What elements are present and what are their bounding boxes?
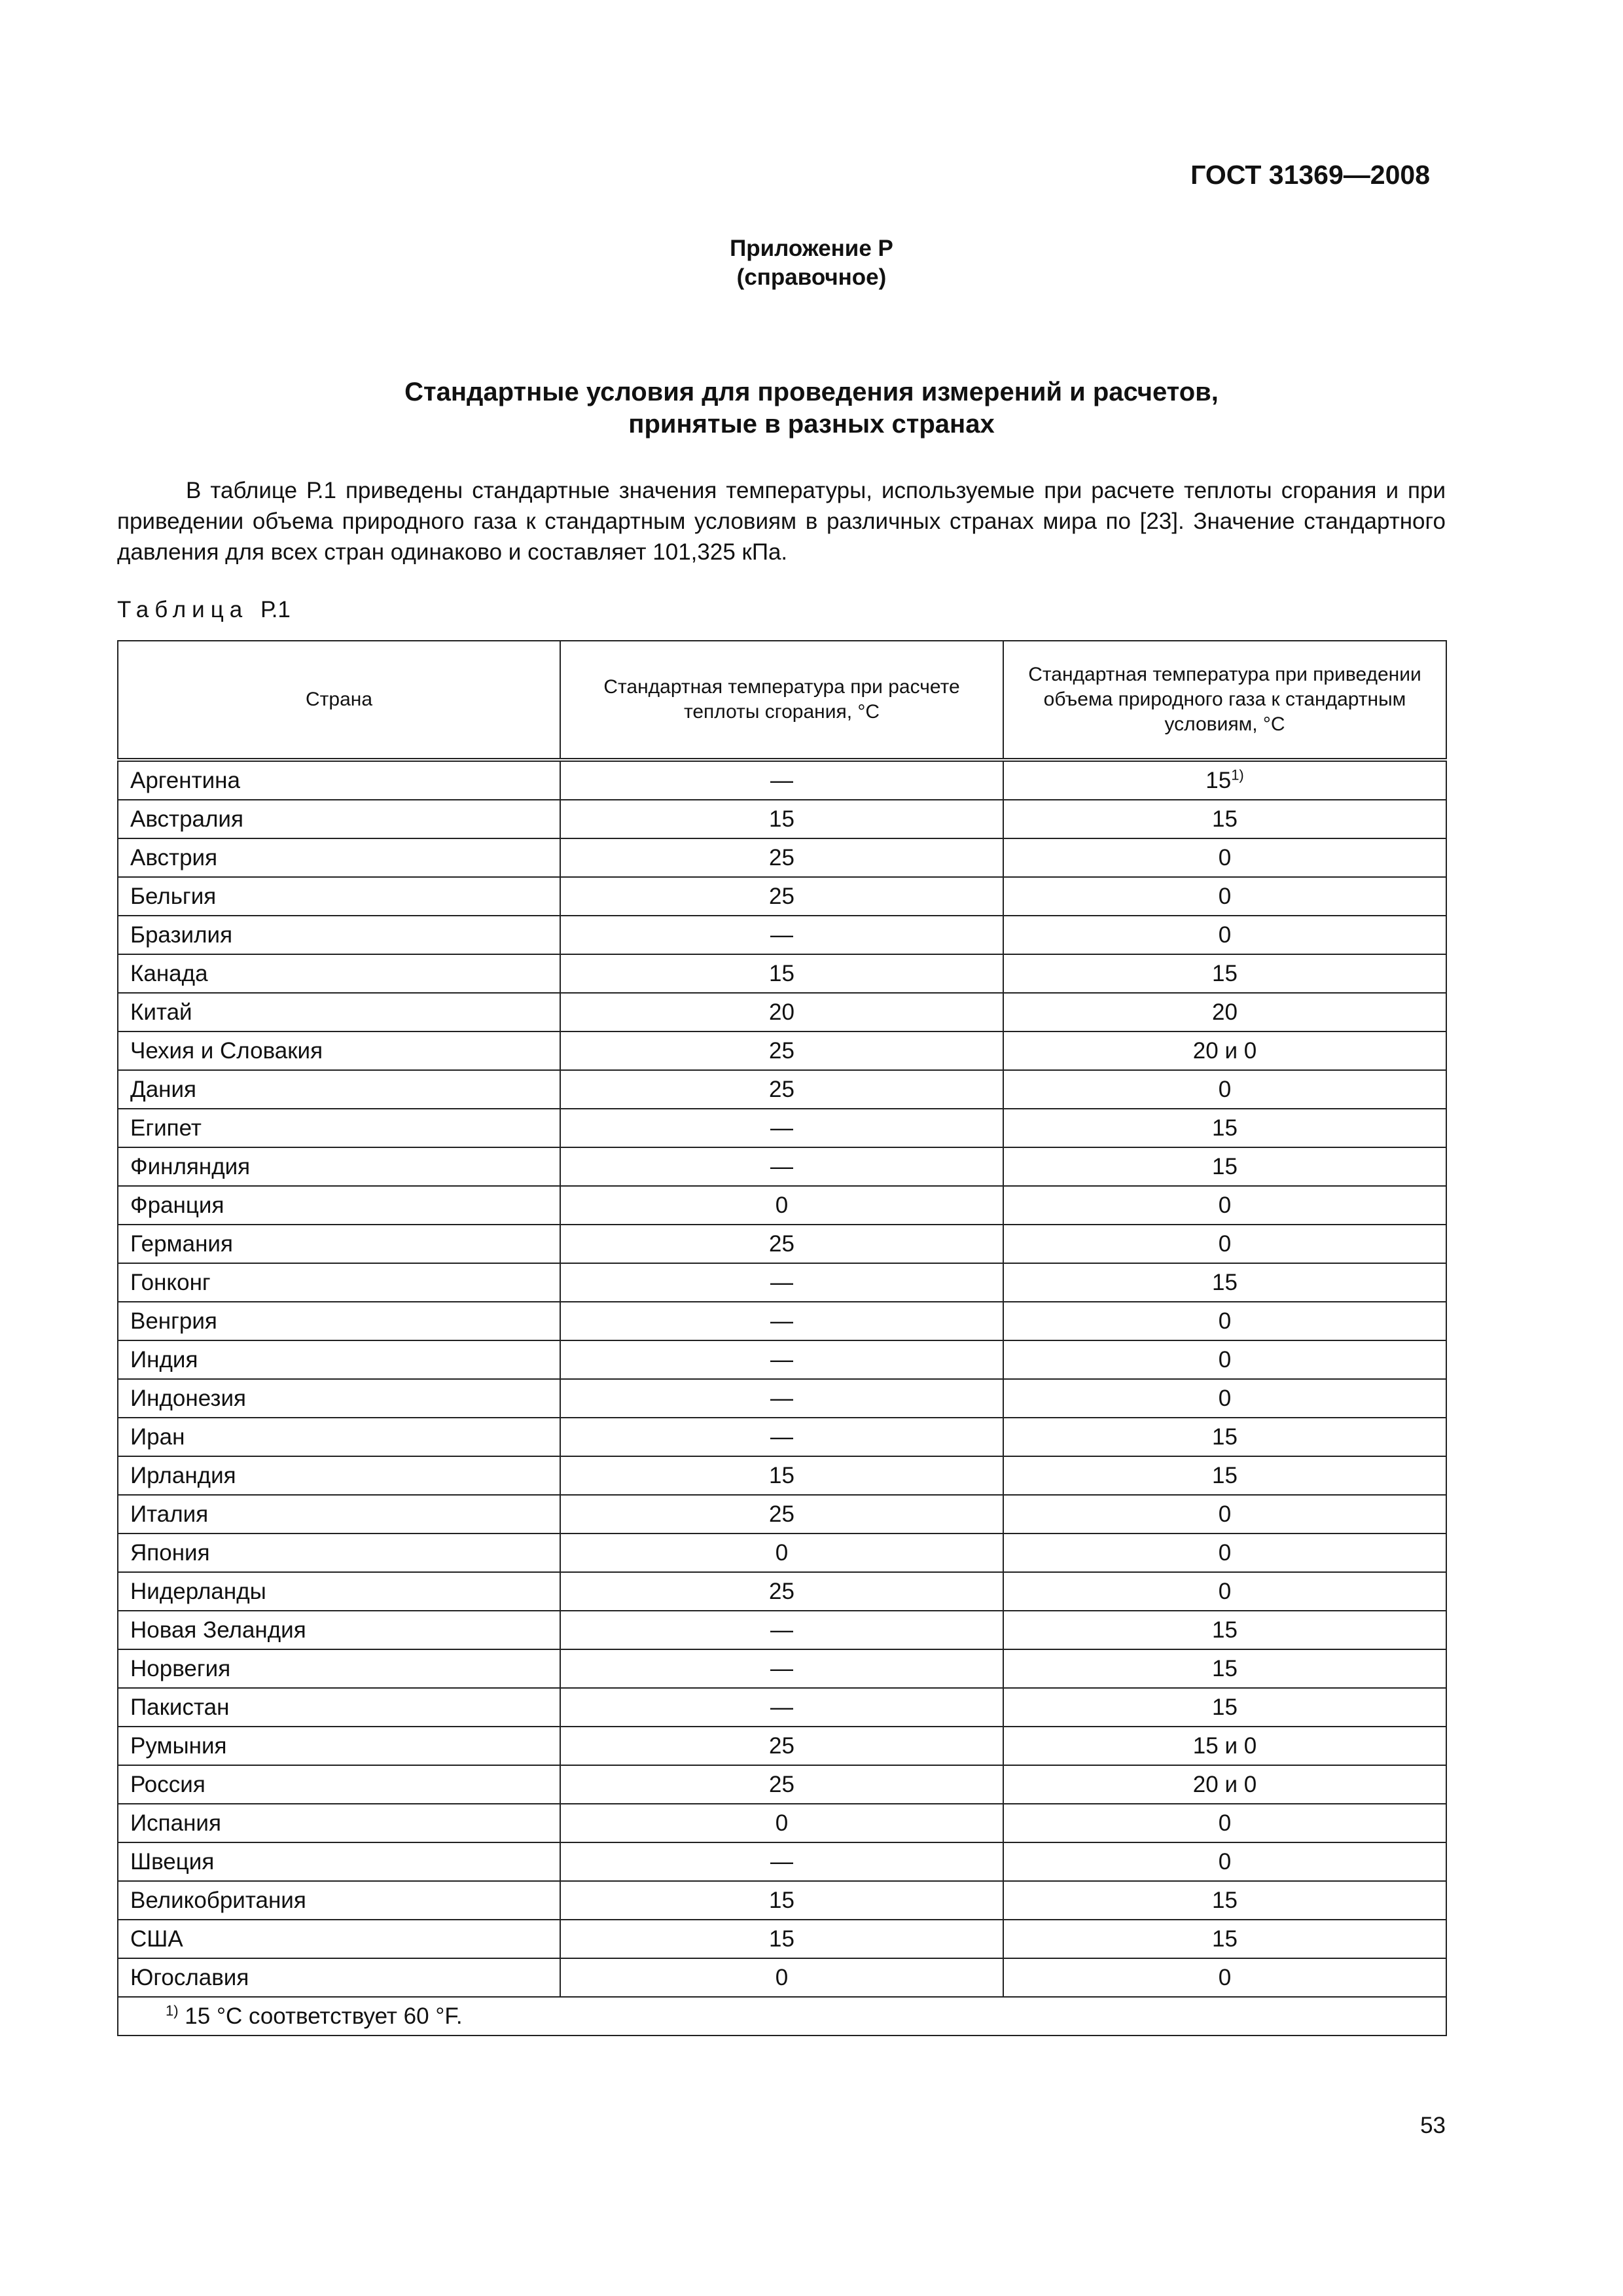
country-cell: Румыния: [118, 1727, 560, 1765]
volume-temperature-cell: [1003, 1070, 1446, 1109]
volume-temperature-value: 15: [1212, 1115, 1238, 1141]
volume-temperature-cell: [1003, 1147, 1446, 1186]
country-cell: Аргентина: [118, 760, 560, 800]
table-footnote-row: [118, 1997, 1446, 2036]
table-body: [118, 760, 1446, 1997]
volume-temperature-cell: [1003, 1418, 1446, 1456]
combustion-temperature-cell: 15: [560, 1881, 1003, 1920]
table-row: [118, 1186, 1446, 1225]
table-row: [118, 1495, 1446, 1534]
table-caption-word: Таблица: [117, 597, 249, 622]
volume-temperature-value: 0: [1218, 1539, 1232, 1566]
country-cell: Дания: [118, 1070, 560, 1109]
footnote-text: 15 °С соответствует 60 °F.: [178, 2003, 463, 2029]
combustion-temperature-cell: 0: [560, 1958, 1003, 1997]
volume-temperature-cell: [1003, 1109, 1446, 1147]
volume-temperature-value: 20: [1212, 999, 1238, 1025]
volume-temperature-value: 0: [1218, 1346, 1232, 1372]
volume-temperature-value: 15: [1212, 1462, 1238, 1488]
volume-temperature-cell: [1003, 1649, 1446, 1688]
country-cell: Югославия: [118, 1958, 560, 1997]
standard-conditions-table: [117, 640, 1447, 2036]
combustion-temperature-cell: —: [560, 1611, 1003, 1649]
country-cell: Индонезия: [118, 1379, 560, 1418]
combustion-temperature-cell: 25: [560, 1070, 1003, 1109]
volume-temperature-cell: [1003, 1263, 1446, 1302]
country-cell: Венгрия: [118, 1302, 560, 1340]
table-caption-number: Р.1: [260, 597, 291, 622]
volume-temperature-cell: [1003, 1881, 1446, 1920]
table-row: [118, 1263, 1446, 1302]
volume-temperature-value: 0: [1218, 1076, 1232, 1102]
country-cell: Германия: [118, 1225, 560, 1263]
country-cell: Индия: [118, 1340, 560, 1379]
country-cell: Новая Зеландия: [118, 1611, 560, 1649]
country-cell: Ирландия: [118, 1456, 560, 1495]
volume-temperature-cell: [1003, 1920, 1446, 1958]
header-volume-temperature: Стандартная температура при приведении объема природного газа к стандартным условиям, °С: [1003, 641, 1446, 760]
volume-temperature-value: 0: [1218, 883, 1232, 909]
table-row: [118, 1611, 1446, 1649]
table-row: [118, 954, 1446, 993]
combustion-temperature-cell: —: [560, 1649, 1003, 1688]
volume-temperature-cell: [1003, 1572, 1446, 1611]
country-cell: США: [118, 1920, 560, 1958]
combustion-temperature-cell: —: [560, 1302, 1003, 1340]
volume-temperature-cell: [1003, 1186, 1446, 1225]
table-row: [118, 1302, 1446, 1340]
volume-temperature-cell: [1003, 1225, 1446, 1263]
volume-temperature-value: 15: [1205, 767, 1232, 793]
table-footnote: [118, 1997, 1446, 2036]
document-title-line-1: Стандартные условия для проведения измерений и расчетов,: [404, 378, 1219, 406]
table-row: [118, 1225, 1446, 1263]
country-cell: Египет: [118, 1109, 560, 1147]
country-cell: Пакистан: [118, 1688, 560, 1727]
combustion-temperature-cell: 25: [560, 1031, 1003, 1070]
annex-type: (справочное): [736, 264, 887, 290]
combustion-temperature-cell: —: [560, 1263, 1003, 1302]
country-cell: Китай: [118, 993, 560, 1031]
combustion-temperature-cell: —: [560, 1688, 1003, 1727]
volume-temperature-cell: [1003, 993, 1446, 1031]
table-row: [118, 1765, 1446, 1804]
annex-title: Приложение Р: [730, 236, 893, 261]
table-row: [118, 1649, 1446, 1688]
annex-heading: [0, 234, 1623, 292]
volume-temperature-cell: [1003, 1842, 1446, 1881]
table-row: [118, 1147, 1446, 1186]
volume-temperature-value: 0: [1218, 1501, 1232, 1527]
footnote-mark: 1): [166, 2001, 179, 2018]
table-row: [118, 838, 1446, 877]
country-cell: Великобритания: [118, 1881, 560, 1920]
table-row: [118, 993, 1446, 1031]
combustion-temperature-cell: 25: [560, 877, 1003, 916]
volume-temperature-value: 20 и 0: [1192, 1037, 1257, 1064]
combustion-temperature-cell: —: [560, 1109, 1003, 1147]
table-row: [118, 1881, 1446, 1920]
combustion-temperature-cell: 15: [560, 1920, 1003, 1958]
combustion-temperature-cell: 25: [560, 1572, 1003, 1611]
table-row: [118, 1804, 1446, 1842]
volume-temperature-value: 15: [1212, 960, 1238, 986]
combustion-temperature-cell: 25: [560, 838, 1003, 877]
volume-temperature-cell: [1003, 1456, 1446, 1495]
volume-temperature-value: 15: [1212, 1887, 1238, 1913]
table-row: [118, 1958, 1446, 1997]
table-row: [118, 877, 1446, 916]
combustion-temperature-cell: 25: [560, 1225, 1003, 1263]
volume-temperature-cell: [1003, 877, 1446, 916]
volume-temperature-value: 15: [1212, 806, 1238, 832]
country-cell: Гонконг: [118, 1263, 560, 1302]
country-cell: Норвегия: [118, 1649, 560, 1688]
combustion-temperature-cell: 25: [560, 1727, 1003, 1765]
country-cell: Иран: [118, 1418, 560, 1456]
table-row: [118, 1418, 1446, 1456]
table-row: [118, 1456, 1446, 1495]
combustion-temperature-cell: —: [560, 760, 1003, 800]
table-row: [118, 916, 1446, 954]
standard-code: ГОСТ 31369—2008: [1190, 160, 1430, 190]
combustion-temperature-cell: —: [560, 1379, 1003, 1418]
country-cell: Австралия: [118, 800, 560, 838]
table-row: [118, 1920, 1446, 1958]
volume-temperature-cell: [1003, 800, 1446, 838]
volume-temperature-value: 15: [1212, 1617, 1238, 1643]
volume-temperature-value: 0: [1218, 1230, 1232, 1257]
volume-temperature-value: 0: [1218, 1848, 1232, 1874]
header-country: Страна: [118, 641, 560, 760]
volume-temperature-value: 15: [1212, 1153, 1238, 1179]
volume-temperature-value: 15: [1212, 1269, 1238, 1295]
volume-temperature-cell: [1003, 1031, 1446, 1070]
document-title-line-2: принятые в разных странах: [628, 410, 995, 439]
footnote-reference: 1): [1231, 766, 1244, 783]
volume-temperature-cell: [1003, 916, 1446, 954]
document-title: [0, 376, 1623, 440]
country-cell: Чехия и Словакия: [118, 1031, 560, 1070]
table-row: [118, 1379, 1446, 1418]
combustion-temperature-cell: 20: [560, 993, 1003, 1031]
volume-temperature-cell: [1003, 1727, 1446, 1765]
volume-temperature-cell: [1003, 1495, 1446, 1534]
combustion-temperature-cell: —: [560, 916, 1003, 954]
table-row: [118, 1842, 1446, 1881]
volume-temperature-cell: [1003, 1804, 1446, 1842]
combustion-temperature-cell: 15: [560, 1456, 1003, 1495]
volume-temperature-value: 20 и 0: [1192, 1771, 1257, 1797]
country-cell: Испания: [118, 1804, 560, 1842]
country-cell: Канада: [118, 954, 560, 993]
volume-temperature-cell: [1003, 1340, 1446, 1379]
volume-temperature-cell: [1003, 1765, 1446, 1804]
table-row: [118, 1109, 1446, 1147]
country-cell: Нидерланды: [118, 1572, 560, 1611]
volume-temperature-cell: [1003, 760, 1446, 800]
volume-temperature-cell: [1003, 1688, 1446, 1727]
table-caption: [117, 597, 291, 623]
volume-temperature-cell: [1003, 838, 1446, 877]
country-cell: Финляндия: [118, 1147, 560, 1186]
combustion-temperature-cell: —: [560, 1147, 1003, 1186]
country-cell: Австрия: [118, 838, 560, 877]
volume-temperature-value: 15 и 0: [1192, 1732, 1257, 1759]
table-row: [118, 1688, 1446, 1727]
table-header-row: [118, 641, 1446, 760]
volume-temperature-value: 15: [1212, 1926, 1238, 1952]
country-cell: Япония: [118, 1534, 560, 1572]
volume-temperature-value: 0: [1218, 844, 1232, 870]
combustion-temperature-cell: 15: [560, 800, 1003, 838]
country-cell: Франция: [118, 1186, 560, 1225]
combustion-temperature-cell: 0: [560, 1804, 1003, 1842]
country-cell: Бразилия: [118, 916, 560, 954]
country-cell: Россия: [118, 1765, 560, 1804]
country-cell: Бельгия: [118, 877, 560, 916]
table-row: [118, 1572, 1446, 1611]
volume-temperature-value: 0: [1218, 1810, 1232, 1836]
volume-temperature-value: 0: [1218, 1385, 1232, 1411]
intro-paragraph: В таблице Р.1 приведены стандартные значения температуры, используемые при расчете теплоты сгорания и при приведении объема природного газа к стандартным условиям в различных странах мира по [23]. Значение стандартного давления для всех стран одинаково и составляет 101,325 кПа.: [117, 478, 1446, 565]
volume-temperature-cell: [1003, 1302, 1446, 1340]
volume-temperature-cell: [1003, 954, 1446, 993]
volume-temperature-cell: [1003, 1611, 1446, 1649]
country-cell: Италия: [118, 1495, 560, 1534]
volume-temperature-value: 0: [1218, 1308, 1232, 1334]
combustion-temperature-cell: 0: [560, 1534, 1003, 1572]
table-row: [118, 1070, 1446, 1109]
combustion-temperature-cell: 0: [560, 1186, 1003, 1225]
combustion-temperature-cell: 25: [560, 1765, 1003, 1804]
table-row: [118, 800, 1446, 838]
country-cell: Швеция: [118, 1842, 560, 1881]
volume-temperature-value: 0: [1218, 1192, 1232, 1218]
volume-temperature-value: 15: [1212, 1655, 1238, 1681]
volume-temperature-cell: [1003, 1534, 1446, 1572]
volume-temperature-value: 0: [1218, 1964, 1232, 1990]
combustion-temperature-cell: 25: [560, 1495, 1003, 1534]
header-combustion-temperature: Стандартная температура при расчете теплоты сгорания, °С: [560, 641, 1003, 760]
combustion-temperature-cell: —: [560, 1340, 1003, 1379]
page-number: 53: [1420, 2113, 1446, 2138]
table-row: [118, 1727, 1446, 1765]
combustion-temperature-cell: —: [560, 1842, 1003, 1881]
volume-temperature-value: 15: [1212, 1424, 1238, 1450]
combustion-temperature-cell: 15: [560, 954, 1003, 993]
table-row: [118, 1340, 1446, 1379]
volume-temperature-cell: [1003, 1958, 1446, 1997]
table-row: [118, 1031, 1446, 1070]
table-row: [118, 760, 1446, 800]
volume-temperature-value: 0: [1218, 1578, 1232, 1604]
volume-temperature-cell: [1003, 1379, 1446, 1418]
combustion-temperature-cell: —: [560, 1418, 1003, 1456]
volume-temperature-value: 0: [1218, 922, 1232, 948]
volume-temperature-value: 15: [1212, 1694, 1238, 1720]
table-row: [118, 1534, 1446, 1572]
